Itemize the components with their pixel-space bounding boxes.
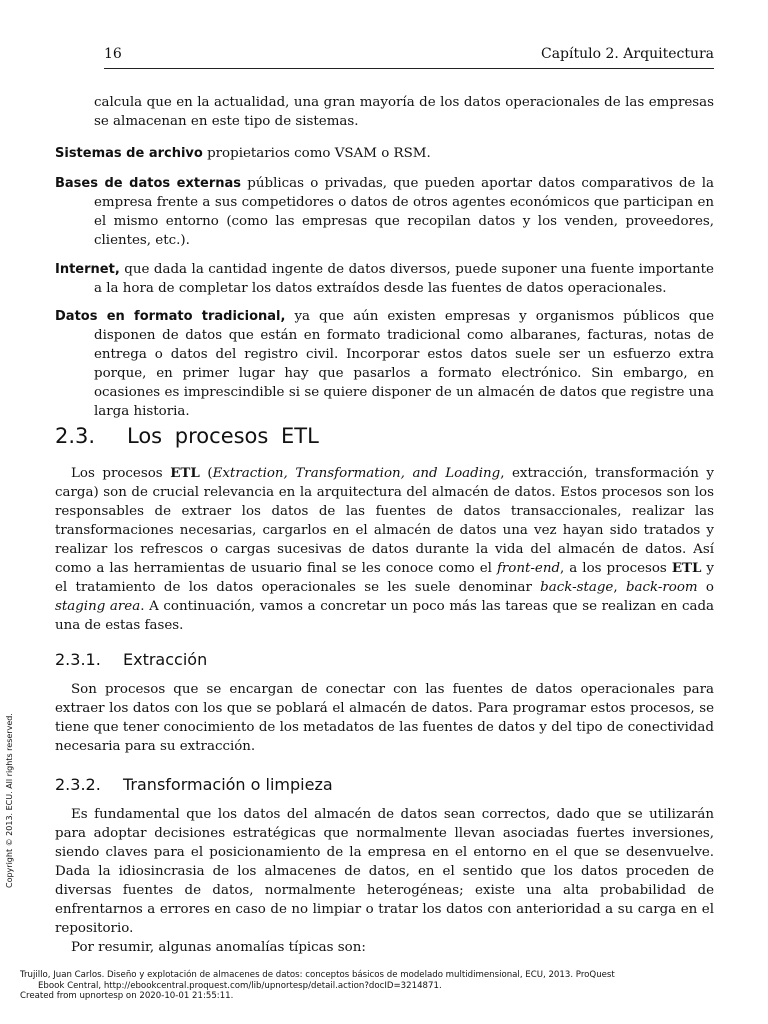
front-end-term: front-end <box>496 561 561 576</box>
text-run: , extracción, transformación y carga) son de crucial relevancia en la arquitectura del almacén de datos. Estos procesos son los responsables de extraer los datos de las fuentes de datos transaccionales, realizar las transformaciones necesarias, cargarlos en el almacén de datos una vez hayan sido tratados y realizar los refrescos o cargas sucesivas de datos durante la vida del almacén de datos. Así como a las herramientas de usuario final se les conoce como el <box>55 466 714 576</box>
page-number: 16 <box>104 46 122 62</box>
running-header <box>104 46 714 69</box>
subsection-title: Extracción <box>123 650 208 669</box>
source-description: ya que aún existen empresas y organismos públicos que disponen de datos que están en formato tradicional como albaranes, facturas, notas de entrega o datos del registro civil. Incorporar estos datos suele ser un esfuerzo extra porque, en primer lugar hay que pasarlos a formato electrónico. Sin embargo, en ocasiones es imprescindible si se quiere disponer de un almacén de datos que registre una larga historia. <box>94 309 714 419</box>
subsection-heading-extraction <box>55 650 207 669</box>
source-item-internet <box>55 260 714 298</box>
section-intro-paragraph <box>55 464 714 635</box>
source-description: propietarios como VSAM o RSM. <box>202 146 431 161</box>
text-run: , a los procesos <box>560 561 672 576</box>
source-item-file-systems <box>55 144 714 163</box>
transformation-paragraphs <box>55 805 714 957</box>
paragraph: Por resumir, algunas anomalías típicas son: <box>71 940 366 955</box>
footer-line: Ebook Central, http://ebookcentral.proquest.com/lib/upnortesp/detail.action?docID=3214871. <box>38 980 442 991</box>
back-room-term: back-room <box>625 580 698 595</box>
text-run: Los procesos <box>71 466 171 481</box>
section-heading <box>55 424 319 448</box>
source-term: Datos en formato tradicional, <box>55 309 286 324</box>
source-description: que dada la cantidad ingente de datos diversos, puede suponer una fuente importante a la hora de completar los datos extraídos desde las fuentes de datos operacionales. <box>94 262 714 296</box>
staging-area-term: staging area <box>55 599 141 614</box>
subsection-title: Transformación o limpieza <box>123 775 333 794</box>
subsection-heading-transformation <box>55 775 333 794</box>
text-run: y el tratamiento de los datos operacionales se les suele denominar <box>55 561 714 595</box>
section-number: 2.3. <box>55 424 96 448</box>
text-run: ( <box>199 466 213 481</box>
text-run: o <box>697 580 714 595</box>
paragraph: Son procesos que se encargan de conectar con las fuentes de datos operacionales para extraer los datos con los que se poblará el almacén de datos. Para programar estos procesos, se tiene que tener conocimiento de los metadatos de las fuentes de datos y del tipo de conectividad necesaria para su extracción. <box>55 682 714 754</box>
etl-term: ETL <box>170 465 200 481</box>
source-item-external-databases <box>55 174 714 250</box>
source-term: Internet, <box>55 262 120 277</box>
footer-line: Created from upnortesp on 2020-10-01 21:55:11. <box>20 991 234 1001</box>
text-run: , <box>613 580 626 595</box>
section-title: Los procesos ETL <box>127 424 319 448</box>
chapter-title: Capítulo 2. Arquitectura <box>541 46 714 62</box>
source-item-traditional-format <box>55 307 714 421</box>
etl-term: ETL <box>671 560 702 576</box>
back-stage-term: back-stage <box>540 580 614 595</box>
source-term: Sistemas de archivo <box>55 146 203 161</box>
continuation-text: calcula que en la actualidad, una gran mayoría de los datos operacionales de las empresas se almacenan en este tipo de sistemas. <box>94 95 714 129</box>
footer-line: Trujillo, Juan Carlos. Diseño y explotación de almacenes de datos: conceptos básicos de modelado multidimensional, ECU, 2013. ProQuest <box>20 970 615 980</box>
source-description: públicas o privadas, que pueden aportar datos comparativos de la empresa frente a sus competidores o datos de otros agentes económicos que participan en el mismo entorno (como las empresas que recopilan datos y los venden, proveedores, clientes, etc.). <box>94 176 714 248</box>
text-run: . A continuación, vamos a concretar un poco más las tareas que se realizan en cada una de estas fases. <box>55 599 714 633</box>
subsection-number: 2.3.2. <box>55 775 101 794</box>
citation-footer <box>20 970 720 1002</box>
paragraph: Es fundamental que los datos del almacén de datos sean correctos, dado que se utilizarán para adoptar decisiones estratégicas que normalmente llevan asociadas fuertes inversiones, siendo claves para el posicionamiento de la empresa en el entorno en el que se desenvuelve. Dada la idiosincrasia de los almacenes de datos, en el sentido que los datos proceden de diversas fuentes de datos, normalmente heterogéneas; existe una alta probabilidad de enfrentarnos a errores en caso de no limpiar o tratar los datos con anterioridad a su carga en el repositorio. <box>55 807 714 936</box>
extraction-paragraph <box>55 680 714 756</box>
copyright-sidebar: Copyright © 2013. ECU. All rights reserved. <box>5 713 14 888</box>
source-term: Bases de datos externas <box>55 176 242 191</box>
etl-expansion: Extraction, Transformation, and Loading <box>212 466 501 481</box>
subsection-number: 2.3.1. <box>55 650 101 669</box>
